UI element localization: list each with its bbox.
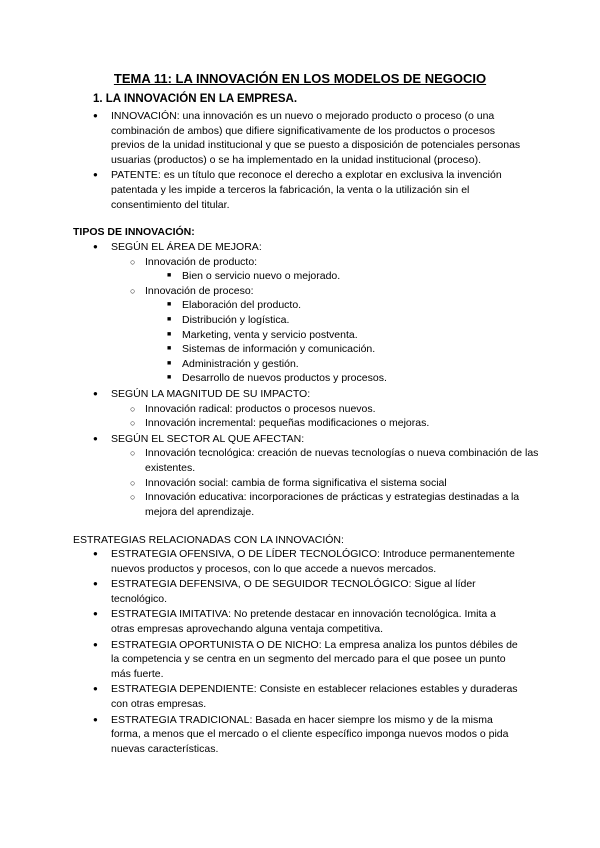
page-title: TEMA 11: LA INNOVACIÓN EN LOS MODELOS DE NEGOCIO: [113, 71, 487, 86]
list-item-label: Innovación de proceso:: [145, 284, 254, 297]
strategies-list: [111, 547, 521, 757]
sub-list: [111, 255, 551, 386]
sub-list: [111, 446, 551, 519]
types-heading: TIPOS DE INNOVACIÓN:: [73, 226, 195, 238]
list-item: ■ Desarrollo de nuevos productos y procesos.: [182, 371, 551, 386]
list-item-label: Innovación de producto:: [145, 255, 258, 268]
list-item: [111, 432, 551, 520]
list-item: ■ Marketing, venta y servicio postventa.: [182, 328, 551, 343]
list-item: ○ Innovación social: cambia de forma significativa el sistema social: [145, 476, 551, 491]
list-item: ■ Administración y gestión.: [182, 357, 551, 372]
sub-list: [145, 298, 551, 386]
sub-list: [111, 402, 551, 431]
list-item: ● ESTRATEGIA IMITATIVA: No pretende destacar en innovación tecnológica. Imita a otras empresas aprovechando alguna ventaja competitiva.: [111, 607, 521, 636]
list-item: ● ESTRATEGIA DEFENSIVA, O DE SEGUIDOR TECNOLÓGICO: Sigue al líder tecnológico.: [111, 577, 521, 606]
list-item-label: SEGÚN EL ÁREA DE MEJORA:: [111, 241, 262, 253]
list-item: [145, 284, 551, 386]
list-item: ● ESTRATEGIA TRADICIONAL: Basada en hacer siempre los mismo y de la misma forma, a menos que el mercado o el cliente específico imponga nuevos modos o pida nuevas características.: [111, 713, 521, 757]
list-item: [111, 387, 551, 431]
list-item: ● ESTRATEGIA OPORTUNISTA O DE NICHO: La empresa analiza los puntos débiles de la competencia y se centra en un segmento del mercado para el que posee un punto más fuerte.: [111, 638, 521, 682]
definitions-list: [111, 109, 531, 213]
list-item: ■ Distribución y logística.: [182, 313, 551, 328]
strategies-heading: ESTRATEGIAS RELACIONADAS CON LA INNOVACIÓN:: [73, 534, 344, 546]
list-item: ○ Innovación tecnológica: creación de nuevas tecnologías o nueva combinación de las existentes.: [145, 446, 551, 475]
list-item: ■ Elaboración del producto.: [182, 298, 551, 313]
list-item-label: SEGÚN EL SECTOR AL QUE AFECTAN:: [111, 432, 305, 445]
list-item: ○ Innovación incremental: pequeñas modificaciones o mejoras.: [145, 416, 551, 431]
list-item: ● INNOVACIÓN: una innovación es un nuevo o mejorado producto o proceso (o una combinación de ambos) que difiere significativamente de los productos o procesos previos de la unidad institucional y que se puesto a disposición de potenciales personas usuarias (productos) o se ha implementado en la unidad institucional (proceso).: [111, 109, 531, 167]
sub-list: [145, 269, 551, 284]
list-item: ○ Innovación educativa: incorporaciones de prácticas y estrategias destinadas a la mejora del aprendizaje.: [145, 490, 551, 519]
types-list: [111, 240, 551, 520]
list-item: ○ Innovación radical: productos o procesos nuevos.: [145, 402, 551, 417]
list-item: [145, 255, 551, 284]
list-item: ● ESTRATEGIA DEPENDIENTE: Consiste en establecer relaciones estables y duraderas con otras empresas.: [111, 682, 521, 711]
list-item: [111, 240, 551, 386]
list-item: ● ESTRATEGIA OFENSIVA, O DE LÍDER TECNOLÓGICO: Introduce permanentemente nuevos productos y procesos, con lo que accede a nuevos mercados.: [111, 547, 521, 576]
list-item: ■ Sistemas de información y comunicación.: [182, 342, 551, 357]
section-heading: 1. LA INNOVACIÓN EN LA EMPRESA.: [93, 93, 298, 105]
list-item: ● PATENTE: es un título que reconoce el derecho a explotar en exclusiva la invención patentada y les impide a terceros la fabricación, la venta o la utilización sin el consentimiento del titular.: [111, 168, 531, 212]
list-item: ■ Bien o servicio nuevo o mejorado.: [182, 269, 551, 284]
list-item-label: SEGÚN LA MAGNITUD DE SU IMPACTO:: [111, 387, 311, 400]
